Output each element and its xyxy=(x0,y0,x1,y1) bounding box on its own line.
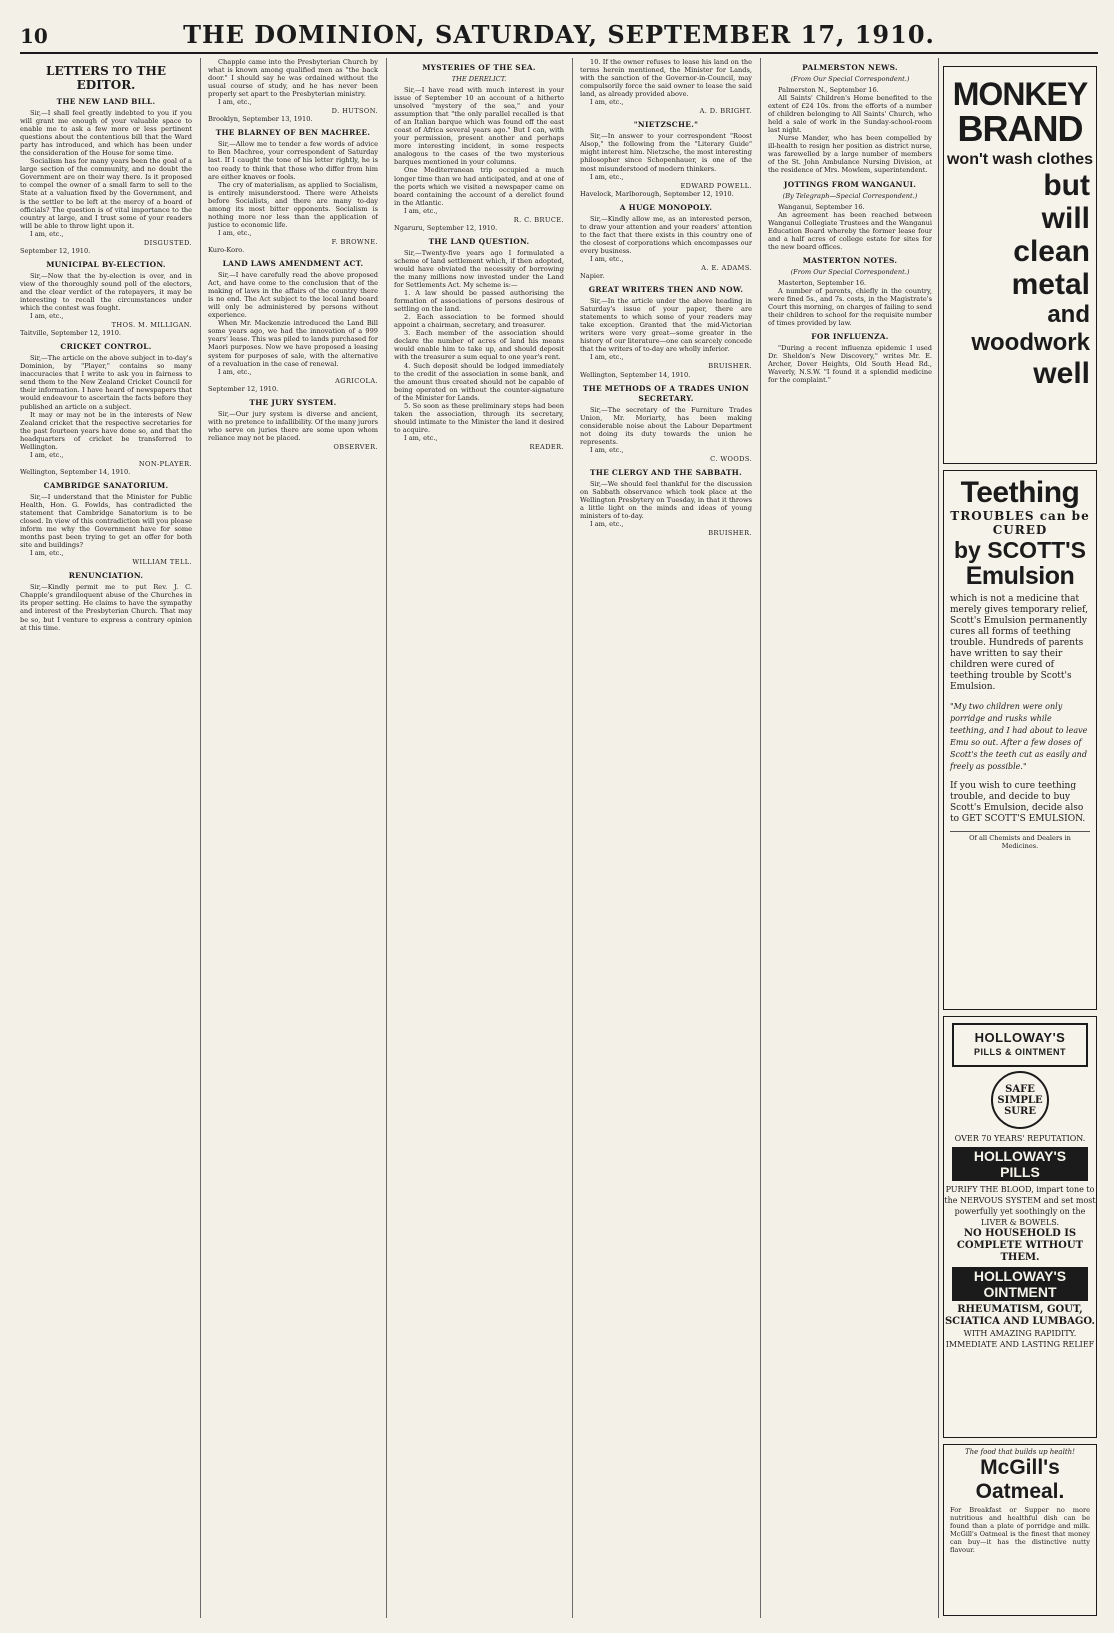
monkey-brand-ad xyxy=(943,66,1097,464)
ad-will: will xyxy=(1041,202,1090,235)
section-heading: LETTERS TO THE EDITOR. xyxy=(46,64,166,92)
article-paragraph: Sir,—I have read with much interest in your issue of September 10 an account of a hitherto unsolved "mystery of the sea," and your assumption that "the only parallel recalled is that of an Italian barque which was found off the east coast of Africa several years ago." But I can, with your permission, present another and perhaps more interesting incident, in some respects analogous to the cases of the two mysterious barques mentioned in your columns. xyxy=(394,86,564,167)
column-3-articles xyxy=(394,63,564,451)
article-paragraph: Sir,—In answer to your correspondent "Roost Alsop," the following from the "Literary Guide" might interest him. Nietzsche, the most interesting philosopher since Schopenhauer, is one of the most misunderstood of modern thinkers. xyxy=(580,132,752,173)
article xyxy=(20,481,192,566)
article-subheading: (From Our Special Correspondent.) xyxy=(790,75,910,83)
article-heading: A HUGE MONOPOLY. xyxy=(619,202,713,212)
column-rule xyxy=(572,58,573,1618)
article-dateline: Ngaruru, September 12, 1910. xyxy=(394,223,498,232)
article-paragraph: I am, etc., xyxy=(218,367,252,376)
article-heading: "NIETZSCHE." xyxy=(633,120,699,130)
article-paragraph: Chapple came into the Presbyterian Church by what is known among qualified men as "the back door." I should say he was ordained without the usual course of study, and he has never been properly set apart to the Presbyterian ministry. xyxy=(208,58,378,99)
article-paragraph: It may or may not be in the interests of New Zealand cricket that the respective secretaries for the past fourteen years have done so, and that the headquarters of cricket be transferred to Wellington. xyxy=(20,410,192,451)
holloway-years: OVER 70 YEARS' REPUTATION. xyxy=(954,1134,1086,1143)
article-paragraph: I am, etc., xyxy=(404,433,438,442)
article-paragraph: I am, etc., xyxy=(30,229,64,238)
article-paragraph: I am, etc., xyxy=(218,98,252,107)
article-signature: DISGUSTED. xyxy=(143,238,192,247)
article-paragraph: Sir,—I shall feel greatly indebted to you if you will grant me enough of your valuable space to enable me to ask a few more or less pertinent questions about the contentious bill that the Ward party has introduced, and which has been under the consideration of the House for some time. xyxy=(20,109,192,158)
article-heading: CAMBRIDGE SANATORIUM. xyxy=(43,480,169,490)
article-paragraph: 3. Each member of the association should declare the number of acres of land his means would enable him to take up, and should deposit with the treasurer a sum equal to one year's rent. xyxy=(394,329,564,362)
article-signature: BRUISHER. xyxy=(708,362,752,371)
article-paragraph: Sir,—I understand that the Minister for Public Health, Hon. G. Fowlds, has contradicted the statement that Cambridge Sanatorium is to be closed. In view of this contradiction will you please inform me why the Government have for some months past been trying to get an offer for both site and buildings? xyxy=(20,492,192,550)
article-subheading: (By Telegraph—Special Correspondent.) xyxy=(782,191,918,200)
mcgill-body: For Breakfast or Supper no more nutritious and healthful dish can be found than a plate of porridge and milk. McGill's Oatmeal is the finest that money can buy—it has the distinctive nutty flavour. xyxy=(950,1506,1090,1554)
article-paragraph: Masterton, September 16. xyxy=(778,278,867,287)
article xyxy=(394,63,564,232)
article-paragraph: Sir,—Now that the by-election is over, and in view of the thoroughly sound poll of the electors, and the clear verdict of the ratepayers, it may be interesting to recall the circumstances under which the contest was fought. xyxy=(20,271,192,313)
article-paragraph: One Mediterranean trip occupied a much longer time than we had anticipated, and at one of the ports which we visited a newspaper came on board containing the account of a derelict found in the Atlantic. xyxy=(394,166,564,207)
article-signature: EDWARD POWELL. xyxy=(680,181,752,190)
article xyxy=(20,97,192,255)
article-paragraph: I am, etc., xyxy=(30,450,64,459)
ad-brand-word: BRAND xyxy=(957,108,1083,149)
article xyxy=(580,384,752,463)
article xyxy=(208,128,378,254)
article-subheading: THE DERELICT. xyxy=(451,75,507,83)
article-paragraph: Sir,—Kindly permit me to put Rev. J. C. Chapple's grandiloquent abuse of the Churches in its proper setting. He claims to have the sympathy and interest of the Presbyterian Church. That may be so, but I venture to express a contrary opinion at this time. xyxy=(20,583,192,632)
holloway-logo-name: HOLLOWAY'S xyxy=(974,1030,1066,1045)
article-paragraph: Wanganui, September 16. xyxy=(778,202,865,211)
article xyxy=(580,120,752,197)
article-signature: A. D. BRIGHT. xyxy=(699,107,752,116)
advertisements-column xyxy=(938,58,1099,1618)
ad-scotts-testimonial-text: "My two children were only porridge and rusks while teething, and I had about to leave Emu so out. After a few doses of Scott's the teeth cut as easily and freely as possible." xyxy=(950,702,1088,771)
article-heading: THE METHODS OF A TRADES UNION SECRETARY. xyxy=(582,383,750,403)
article-signature: THOS. M. MILLIGAN. xyxy=(111,321,192,330)
article-paragraph: 5. So soon as these preliminary steps had been taken the association, through its secretary, should intimate to the Minister the land it desired to acquire. xyxy=(394,401,564,434)
mcgill-name: McGill's Oatmeal. xyxy=(975,1456,1065,1503)
article-paragraph: Sir,—Kindly allow me, as an interested person, to draw your attention and your readers' attention to the fact that there exists in this country one of the closest of corporations which encompasses our every business. xyxy=(580,214,752,255)
ad-woodwork: woodwork xyxy=(971,329,1090,356)
article-subheading: (From Our Special Correspondent.) xyxy=(790,267,910,276)
column-rule xyxy=(200,58,201,1618)
article-paragraph: Sir,—Allow me to tender a few words of advice to Ben Machree, your correspondent of Saturday last. If I caught the tone of his letter rightly, he is too ready to think that those who differ from him are either knaves or fools. xyxy=(208,140,378,181)
article-paragraph: Nurse Mander, who has been compelled by ill-health to resign her position as district nurse, was farewelled by a large number of members of the St. John Ambulance Nursing Division, at the residence of Mrs. Mowlem, superintendent. xyxy=(768,134,932,175)
ad-teething: Teething xyxy=(960,476,1080,509)
ad-metal: metal xyxy=(1011,268,1090,301)
holloway-purify: PURIFY THE BLOOD, impart tone to the NERVOUS SYSTEM and set most powerfully yet soothingly on the LIVER & BOWELS. xyxy=(944,1185,1096,1227)
article-signature: D. HUTSON. xyxy=(331,107,378,116)
article-paragraph: I am, etc., xyxy=(590,98,624,107)
article-paragraph: When Mr. Mackenzie introduced the Land Bill some years ago, we had the innovation of a 999 years' lease. This was piled to lands purchased for Maori purposes. Now we have proposed a leasing system for purposes of sale, with the alternative of a revaluation in the case of renewal. xyxy=(208,319,378,368)
ad-scotts-body-2: If you wish to cure teething trouble, and decide to buy Scott's Emulsion, decide also to GET SCOTT'S EMULSION. xyxy=(950,781,1086,824)
article xyxy=(580,468,752,537)
article-dateline: Kuro-Koro. xyxy=(208,245,245,254)
article-heading: CRICKET CONTROL. xyxy=(60,342,152,352)
article-dateline: Havelock, Marlborough, September 12, 1910. xyxy=(580,189,734,198)
article-paragraph: An agreement has been reached between Wanganui Collegiate Trustees and the Wanganui Education Board whereby the former lease four and a half acres of college estate for sites for the new board offices. xyxy=(768,210,932,251)
article-dateline: Brooklyn, September 13, 1910. xyxy=(208,115,313,124)
article-paragraph: A number of parents, chiefly in the country, were fined 5s., and 7s. costs, in the Magistrate's Court this morning, on charges of failing to send their children to school for the requisite number of times provided by law. xyxy=(768,286,932,328)
column-5-articles xyxy=(768,63,932,384)
article-heading: FOR INFLUENZA. xyxy=(811,332,889,342)
article xyxy=(768,63,932,175)
article-heading: THE CLERGY AND THE SABBATH. xyxy=(590,467,742,477)
article-signature: NON-PLAYER. xyxy=(138,459,192,468)
ad-scotts-body: which is not a medicine that merely gives temporary relief, Scott's Emulsion permanently cures all forms of teething trouble. Hundreds of parents have written to say their children were cured of teething trouble by Scott's Emulsion. xyxy=(950,594,1088,692)
article xyxy=(208,259,378,393)
ad-scotts-footer: Of all Chemists and Dealers in Medicines. xyxy=(950,831,1090,850)
article-paragraph: Sir,—In the article under the above heading in Saturday's issue of your paper, there are statements to which some of your readers may take exception. Granted that the mid-Victorian writers were very great—some greater in the history of our literature—one can scarcely concede that the writers of to-day are wholly inferior. xyxy=(580,297,752,354)
newspaper-title: THE DOMINION, SATURDAY, SEPTEMBER 17, 1910. xyxy=(183,20,935,49)
article-paragraph: 10. If the owner refuses to lease his land on the terms herein mentioned, the Minister for Lands, with the sanction of the Governor-in-Council, may compulsorily force the said owner to lease the said land, as already provided above. xyxy=(580,58,752,99)
article-heading: THE BLARNEY OF BEN MACHREE. xyxy=(215,128,371,138)
article-paragraph: Sir,—The article on the above subject in to-day's Dominion, by "Player," contains so many inaccuracies that I write to ask you in fairness to send them to the New Zealand Cricket Council for their information. I have heard of newspapers that would endeavour to ascertain the facts before they published an article on a subject. xyxy=(20,354,192,411)
article-heading: JOTTINGS FROM WANGANUI. xyxy=(783,179,917,189)
article-heading: GREAT WRITERS THEN AND NOW. xyxy=(588,285,744,295)
ad-wont-wash: won't wash clothes xyxy=(946,151,1094,168)
column-1 xyxy=(20,58,192,1618)
ad-emulsion: Emulsion xyxy=(965,562,1075,590)
ad-scotts-testimonial xyxy=(944,697,1096,777)
article xyxy=(20,342,192,476)
article xyxy=(768,180,932,251)
article xyxy=(20,571,192,631)
ad-and: and xyxy=(1047,301,1090,328)
holloway-ointment-banner: HOLLOWAY'S OINTMENT xyxy=(952,1267,1088,1301)
ad-by-scotts: by SCOTT'S xyxy=(954,537,1086,563)
article-paragraph: Sir,—I have carefully read the above proposed Act, and have come to the conclusion that of the making of laws in the affairs of the country there is no end. The Act subject to the local land board will only be administered by persons without experience. xyxy=(208,271,378,320)
ad-but: but xyxy=(1043,169,1090,202)
article xyxy=(394,237,564,451)
scotts-emulsion-ad xyxy=(943,470,1097,1010)
article-paragraph: I am, etc., xyxy=(590,254,624,263)
article-signature: OBSERVER. xyxy=(333,442,378,451)
article-paragraph: Palmerston N., September 16. xyxy=(778,86,879,94)
article xyxy=(580,58,752,115)
column-4-lower-articles xyxy=(580,384,752,538)
mcgills-oatmeal-ad xyxy=(943,1444,1097,1616)
article-paragraph: I am, etc., xyxy=(404,206,438,215)
column-rule xyxy=(386,58,387,1618)
article-dateline: September 12, 1910. xyxy=(20,246,91,255)
mcgill-tagline: The food that builds up health! xyxy=(965,1448,1075,1456)
holloway-cures: RHEUMATISM, GOUT, SCIATICA AND LUMBAGO. xyxy=(944,1304,1096,1327)
holloway-logo-sub: PILLS & OINTMENT xyxy=(974,1047,1066,1057)
article-heading: THE NEW LAND BILL. xyxy=(56,97,156,106)
page-number: 10 xyxy=(20,24,48,48)
article-paragraph: Sir,—The secretary of the Furniture Trades Union, Mr. Moriarty, has been making considerable noise about the Labour Department not doing its duty towards the union he represents. xyxy=(580,405,752,446)
ad-troubles: TROUBLES can be CURED xyxy=(950,509,1090,537)
column-5 xyxy=(768,58,932,1618)
masthead xyxy=(20,8,1098,54)
article-paragraph: I am, etc., xyxy=(590,172,624,181)
holloways-ad xyxy=(943,1016,1097,1438)
article-paragraph: "During a recent influenza epidemic I used Dr. Sheldon's New Discovery," writes Mr. E. Archer, Dover Heights, Old South Head Rd., Waverly, N.S.W. "I found it a splendid medicine for the complaint." xyxy=(768,344,932,385)
column-1-articles xyxy=(20,97,192,632)
column-4 xyxy=(580,58,752,1618)
column-2-articles xyxy=(208,58,378,451)
article-paragraph: All Saints' Children's Home benefited to the extent of £24 10s. from the efforts of a number of children belonging to All Saints' Church, who held a sale of work in the Sunday-school-room last night. xyxy=(768,94,932,135)
column-2 xyxy=(208,58,378,1618)
article xyxy=(208,398,378,451)
article-paragraph: Sir,—We should feel thankful for the discussion on Sabbath observance which took place at the Wellington Presbytery on Tuesday, in that it throws a little light on the minds and ideas of young ministers of to-day. xyxy=(580,479,752,521)
article-heading: RENUNCIATION. xyxy=(68,571,144,581)
article-signature: F. BROWNE. xyxy=(331,237,378,246)
article-paragraph: I am, etc., xyxy=(30,312,64,321)
article-paragraph: Socialism has for many years been the goal of a large section of the community, and no doubt the Government are on their way there. Is it proposed to compel the owner of a small farm to sell to the State at a valuation fixed by the Government, and is the settler to be left at the mercy of a board of officials? The question is of vital importance to the country at large, and I trust some of your readers will be able to throw light upon it. xyxy=(20,157,192,230)
article-paragraph: Sir,—Twenty-five years ago I formulated a scheme of land settlement which, if then adopted, would have obviated the necessity of borrowing the many millions now invested under the Land for Settlements Act. My scheme is:— xyxy=(394,248,564,290)
article xyxy=(20,260,192,337)
article-heading: THE JURY SYSTEM. xyxy=(249,397,337,407)
article-paragraph: I am, etc., xyxy=(590,520,624,529)
article-paragraph: 1. A law should be passed authorising the formation of associations of persons desirous of settling on the land. xyxy=(394,289,564,314)
column-3 xyxy=(394,58,564,1618)
article-signature: READER. xyxy=(529,442,564,451)
article xyxy=(580,203,752,280)
ad-monkey-word: MONKEY xyxy=(952,76,1088,112)
article-heading: PALMERSTON NEWS. xyxy=(802,63,898,72)
article-dateline: Wellington, September 14, 1910. xyxy=(580,370,691,379)
article xyxy=(768,256,932,327)
column-4-articles xyxy=(580,58,752,379)
article-paragraph: Sir,—Our jury system is diverse and ancient, with no pretence to infallibility. Of the many jurors who serve on juries there are some upon whom reliance may not be placed. xyxy=(208,409,378,442)
ad-well: well xyxy=(1033,357,1090,390)
article-dateline: Wellington, September 14, 1910. xyxy=(20,467,131,476)
column-rule xyxy=(760,58,761,1618)
article-dateline: September 12, 1910. xyxy=(208,384,279,393)
article-signature: C. WOODS. xyxy=(710,454,752,463)
ad-clean: clean xyxy=(1013,235,1090,268)
article-signature: R. C. BRUCE. xyxy=(513,215,564,224)
article-signature: WILLIAM TELL. xyxy=(132,558,192,567)
article-signature: A. E. ADAMS. xyxy=(701,263,752,272)
page-columns xyxy=(20,58,1098,1618)
article-heading: MYSTERIES OF THE SEA. xyxy=(422,63,536,72)
article-heading: LAND LAWS AMENDMENT ACT. xyxy=(222,259,364,269)
article-heading: THE LAND QUESTION. xyxy=(428,236,530,246)
article-paragraph: 2. Each association to be formed should appoint a chairman, secretary, and treasurer. xyxy=(394,313,564,330)
article-paragraph: I am, etc., xyxy=(218,228,252,237)
article-paragraph: The cry of materialism, as applied to Socialism, is entirely misunderstood. There were Atheists before Socialists, and there are many to-day among its most bitter opponents. Socialism is nothing more nor less than the application of justice to economic life. xyxy=(208,180,378,229)
article xyxy=(768,332,932,384)
article-dateline: Taitville, September 12, 1910. xyxy=(20,329,121,338)
article-dateline: Napier. xyxy=(580,272,605,281)
holloway-logo xyxy=(952,1023,1088,1067)
holloway-amazing: WITH AMAZING RAPIDITY. IMMEDIATE AND LASTING RELIEF xyxy=(945,1329,1095,1349)
safe-simple-sure-seal: SAFE SIMPLE SURE xyxy=(991,1071,1049,1129)
article-paragraph: I am, etc., xyxy=(590,445,624,454)
article-signature: AGRICOLA. xyxy=(335,376,378,385)
article-heading: MASTERTON NOTES. xyxy=(802,255,898,265)
article-signature: BRUISHER. xyxy=(708,529,752,538)
article xyxy=(208,58,378,123)
article-paragraph: 4. Such deposit should be lodged immediately to the credit of the association in some bank, and the amount thus created should not be capable of being operated on without the counter-signature of the Minister for Lands. xyxy=(394,361,564,402)
article-paragraph: I am, etc., xyxy=(590,353,624,362)
holloway-household: NO HOUSEHOLD IS COMPLETE WITHOUT THEM. xyxy=(956,1228,1084,1263)
article-heading: MUNICIPAL BY-ELECTION. xyxy=(46,259,166,269)
article-paragraph: I am, etc., xyxy=(30,549,64,558)
holloway-pills-banner: HOLLOWAY'S PILLS xyxy=(952,1147,1088,1181)
article xyxy=(580,285,752,378)
